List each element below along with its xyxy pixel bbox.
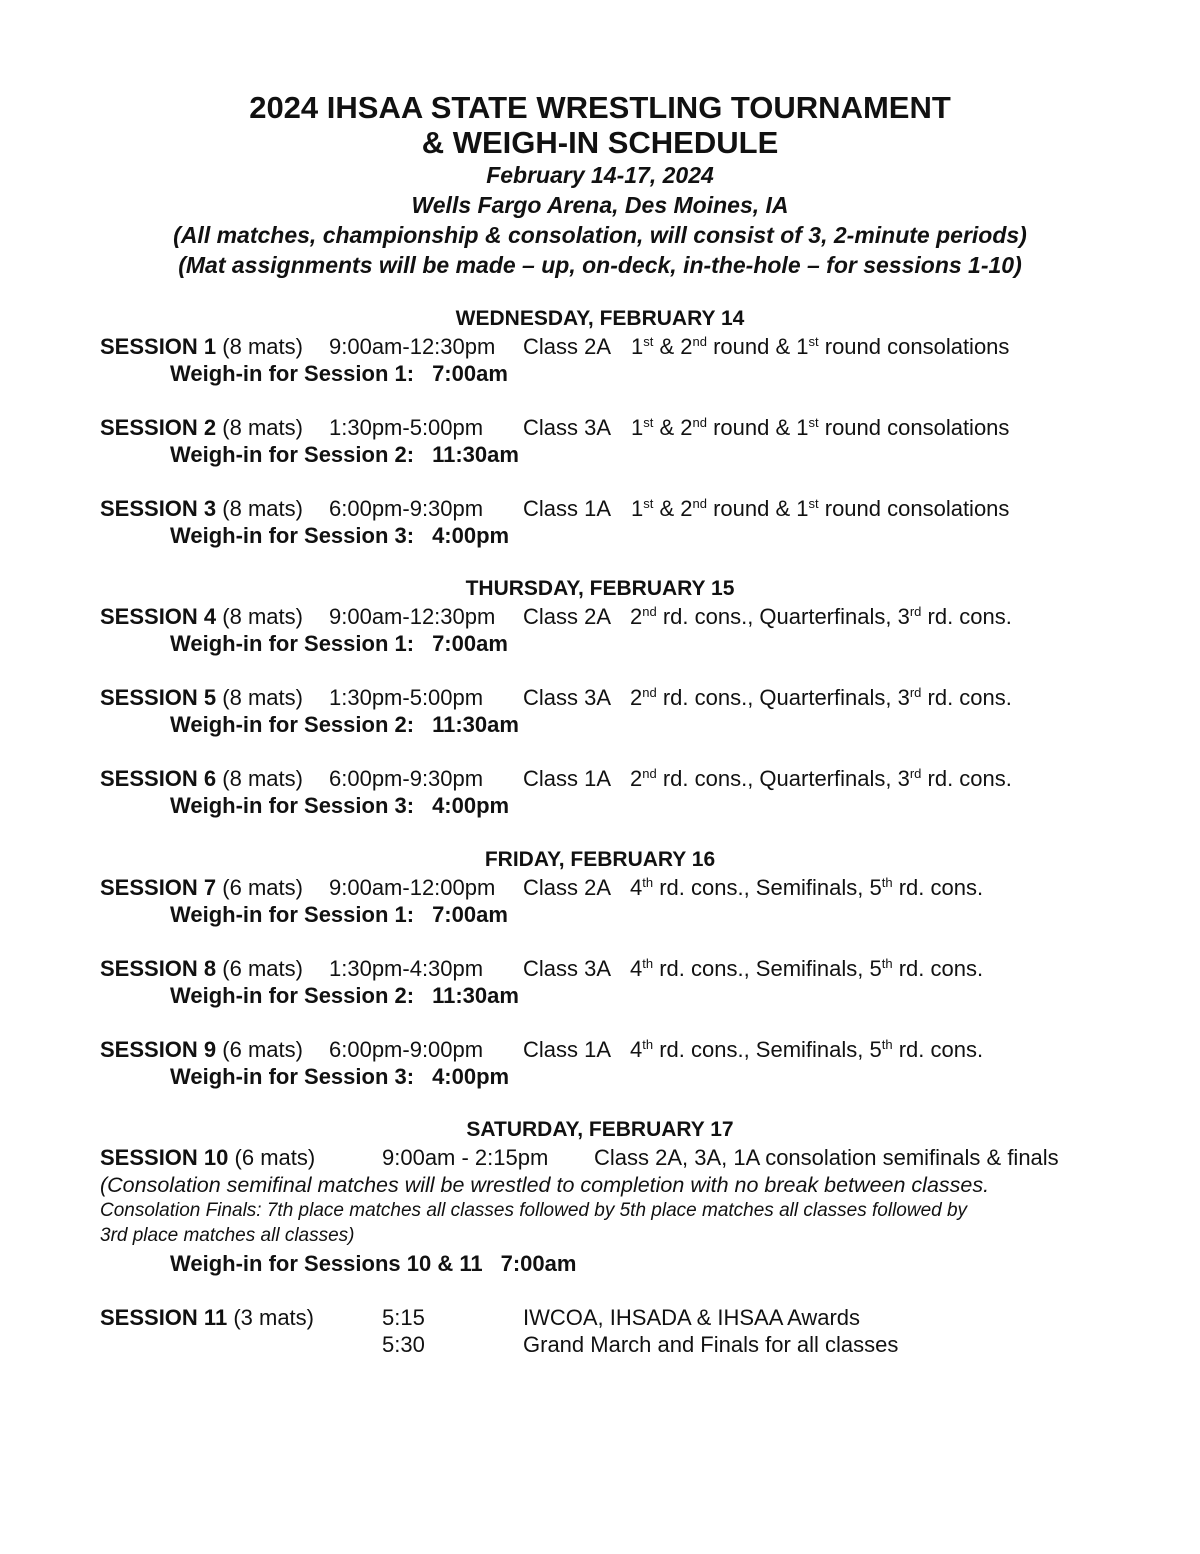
session-rounds [631, 334, 1009, 360]
session-11-desc-2: Grand March and Finals for all classes [523, 1332, 899, 1357]
weigh-in-label: Weigh-in for Session 1: [170, 361, 415, 386]
weigh-in-label: Weigh-in for Session 1: [170, 902, 415, 927]
session-time: 6:00pm-9:00pm [329, 1037, 484, 1062]
session-label: SESSION 8 [100, 956, 217, 981]
session-time: 1:30pm-4:30pm [329, 956, 484, 981]
day-heading: THURSDAY, FEBRUARY 15 [465, 577, 735, 600]
weigh-in-time: 11:30am [432, 442, 519, 467]
ordinal-suffix: st [643, 496, 654, 511]
weigh-in-row [170, 712, 519, 738]
session-row [100, 415, 303, 441]
weigh-in-row [170, 793, 509, 819]
session-class: Class 3A [523, 415, 612, 440]
rounds-text: rd. cons., Semifinals, 5 [653, 956, 882, 981]
tournament-dates: February 14-17, 2024 [486, 162, 714, 188]
rounds-text: 4 [630, 1037, 643, 1062]
session-row [100, 956, 303, 982]
rounds-text: & 2 [653, 334, 693, 359]
session-rounds [630, 604, 1012, 630]
session-mats: (6 mats) [222, 956, 303, 981]
session-11-row [100, 1305, 314, 1331]
consolation-note-line-3: 3rd place matches all classes) [100, 1225, 355, 1246]
session-label: SESSION 4 [100, 604, 217, 629]
session-time: 1:30pm-5:00pm [329, 415, 484, 440]
rounds-text: round consolations [818, 415, 1010, 440]
ordinal-suffix: th [642, 1037, 654, 1052]
weigh-in-row [170, 1064, 509, 1090]
weigh-in-label: Weigh-in for Session 2: [170, 712, 415, 737]
ordinal-suffix: nd [642, 604, 657, 619]
session-mats: (8 mats) [222, 496, 303, 521]
consolation-note-line-2: Consolation Finals: 7th place matches all classes followed by 5th place matches all classes followed by [100, 1200, 968, 1221]
weigh-in-label: Weigh-in for Sessions 10 & 11 [170, 1251, 483, 1276]
weigh-in-sessions-10-11 [170, 1251, 576, 1277]
session-label: SESSION 10 [100, 1145, 229, 1170]
session-mats: (6 mats) [222, 875, 303, 900]
session-rounds [630, 685, 1012, 711]
session-10-row [100, 1145, 315, 1171]
ordinal-suffix: nd [692, 496, 707, 511]
weigh-in-time: 7:00am [500, 1251, 577, 1276]
rounds-text: rd. cons. [892, 1037, 984, 1062]
ordinal-suffix: th [881, 956, 893, 971]
session-time: 9:00am-12:30pm [329, 334, 496, 359]
session-10-time: 9:00am - 2:15pm [382, 1145, 549, 1170]
session-time: 9:00am-12:00pm [329, 875, 496, 900]
rounds-text: round consolations [818, 496, 1010, 521]
weigh-in-time: 4:00pm [432, 523, 510, 548]
weigh-in-row [170, 361, 508, 387]
weigh-in-time: 4:00pm [432, 1064, 510, 1089]
ordinal-suffix: nd [642, 685, 657, 700]
rounds-text: 1 [631, 334, 644, 359]
session-time: 1:30pm-5:00pm [329, 685, 484, 710]
session-11-time-2: 5:30 [382, 1332, 425, 1357]
rounds-text: rd. cons., Semifinals, 5 [653, 875, 882, 900]
ordinal-suffix: th [642, 956, 654, 971]
weigh-in-label: Weigh-in for Session 2: [170, 983, 415, 1008]
session-rounds [631, 496, 1009, 522]
session-row [100, 685, 303, 711]
session-10-description: Class 2A, 3A, 1A consolation semifinals & finals [594, 1145, 1059, 1170]
rounds-text: rd. cons. [892, 875, 984, 900]
ordinal-suffix: th [881, 875, 893, 890]
weigh-in-time: 4:00pm [432, 793, 510, 818]
rounds-text: rd. cons., Semifinals, 5 [653, 1037, 882, 1062]
session-rounds [630, 956, 983, 982]
weigh-in-label: Weigh-in for Session 3: [170, 523, 415, 548]
ordinal-suffix: st [643, 334, 654, 349]
weigh-in-row [170, 631, 508, 657]
ordinal-suffix: rd [909, 766, 922, 781]
day-heading: FRIDAY, FEBRUARY 16 [484, 848, 716, 871]
rounds-text: rd. cons., Quarterfinals, 3 [656, 604, 910, 629]
session-row [100, 1037, 303, 1063]
weigh-in-time: 7:00am [432, 902, 508, 927]
ordinal-suffix: th [642, 875, 654, 890]
rounds-text: 4 [630, 875, 643, 900]
rounds-text: round & 1 [706, 334, 809, 359]
ordinal-suffix: nd [642, 766, 657, 781]
weigh-in-label: Weigh-in for Session 3: [170, 1064, 415, 1089]
rounds-text: rd. cons. [921, 766, 1012, 791]
session-mats: (8 mats) [222, 604, 303, 629]
rounds-text: 1 [631, 415, 644, 440]
weigh-in-time: 11:30am [432, 712, 519, 737]
day-heading-saturday: SATURDAY, FEBRUARY 17 [466, 1118, 734, 1141]
session-row [100, 604, 303, 630]
ordinal-suffix: rd [909, 685, 922, 700]
session-class: Class 1A [523, 1037, 612, 1062]
session-row [100, 766, 303, 792]
weigh-in-label: Weigh-in for Session 1: [170, 631, 415, 656]
title-line-1: 2024 IHSAA STATE WRESTLING TOURNAMENT [249, 90, 951, 125]
rounds-text: rd. cons., Quarterfinals, 3 [656, 685, 910, 710]
weigh-in-time: 11:30am [432, 983, 519, 1008]
ordinal-suffix: nd [692, 334, 707, 349]
session-class: Class 1A [523, 496, 612, 521]
weigh-in-row [170, 983, 519, 1009]
weigh-in-row [170, 902, 508, 928]
session-class: Class 3A [523, 956, 612, 981]
rounds-text: round consolations [818, 334, 1010, 359]
mat-assignment-note: (Mat assignments will be made – up, on-deck, in-the-hole – for sessions 1-10) [178, 252, 1022, 278]
session-label: SESSION 9 [100, 1037, 217, 1062]
session-mats: (8 mats) [222, 334, 303, 359]
weigh-in-time: 7:00am [432, 631, 508, 656]
tournament-venue: Wells Fargo Arena, Des Moines, IA [411, 192, 789, 218]
session-class: Class 2A [523, 334, 612, 359]
weigh-in-label: Weigh-in for Session 2: [170, 442, 415, 467]
session-row [100, 334, 303, 360]
weigh-in-row [170, 523, 509, 549]
weigh-in-label: Weigh-in for Session 3: [170, 793, 415, 818]
session-rounds [631, 415, 1009, 441]
session-mats: (6 mats) [234, 1145, 316, 1170]
session-mats: (8 mats) [222, 685, 303, 710]
session-label: SESSION 6 [100, 766, 217, 791]
session-rounds [630, 875, 983, 901]
ordinal-suffix: st [808, 415, 819, 430]
weigh-in-time: 7:00am [432, 361, 508, 386]
period-note: (All matches, championship & consolation, will consist of 3, 2-minute periods) [173, 222, 1027, 248]
title-line-2: & WEIGH-IN SCHEDULE [421, 125, 779, 160]
ordinal-suffix: st [643, 415, 654, 430]
rounds-text: 1 [631, 496, 644, 521]
session-mats: (8 mats) [222, 415, 303, 440]
rounds-text: 2 [630, 604, 643, 629]
consolation-note-line-1: (Consolation semifinal matches will be wrestled to completion with no break between classes. [100, 1173, 990, 1197]
rounds-text: rd. cons. [921, 685, 1012, 710]
session-time: 9:00am-12:30pm [329, 604, 496, 629]
session-time: 6:00pm-9:30pm [329, 766, 484, 791]
session-11-desc-1: IWCOA, IHSADA & IHSAA Awards [523, 1305, 861, 1330]
session-row [100, 496, 303, 522]
rounds-text: & 2 [653, 496, 693, 521]
ordinal-suffix: nd [692, 415, 707, 430]
ordinal-suffix: st [808, 496, 819, 511]
session-label: SESSION 11 [100, 1305, 228, 1330]
weigh-in-row [170, 442, 519, 468]
rounds-text: round & 1 [706, 496, 809, 521]
session-mats: (3 mats) [233, 1305, 314, 1330]
rounds-text: rd. cons. [921, 604, 1012, 629]
ordinal-suffix: th [881, 1037, 893, 1052]
ordinal-suffix: rd [909, 604, 922, 619]
session-label: SESSION 5 [100, 685, 217, 710]
rounds-text: & 2 [653, 415, 693, 440]
rounds-text: 2 [630, 685, 643, 710]
session-label: SESSION 7 [100, 875, 217, 900]
session-rounds [630, 1037, 983, 1063]
day-heading: WEDNESDAY, FEBRUARY 14 [455, 307, 745, 330]
rounds-text: rd. cons. [892, 956, 984, 981]
session-class: Class 2A [523, 604, 612, 629]
session-class: Class 3A [523, 685, 612, 710]
session-rounds [630, 766, 1012, 792]
rounds-text: 2 [630, 766, 643, 791]
session-label: SESSION 1 [100, 334, 217, 359]
session-mats: (8 mats) [222, 766, 303, 791]
session-mats: (6 mats) [222, 1037, 303, 1062]
rounds-text: rd. cons., Quarterfinals, 3 [656, 766, 910, 791]
rounds-text: round & 1 [706, 415, 809, 440]
session-time: 6:00pm-9:30pm [329, 496, 484, 521]
session-label: SESSION 3 [100, 496, 217, 521]
rounds-text: 4 [630, 956, 643, 981]
session-11-time-1: 5:15 [382, 1305, 425, 1330]
session-label: SESSION 2 [100, 415, 217, 440]
session-class: Class 1A [523, 766, 612, 791]
session-row [100, 875, 303, 901]
session-class: Class 2A [523, 875, 612, 900]
ordinal-suffix: st [808, 334, 819, 349]
